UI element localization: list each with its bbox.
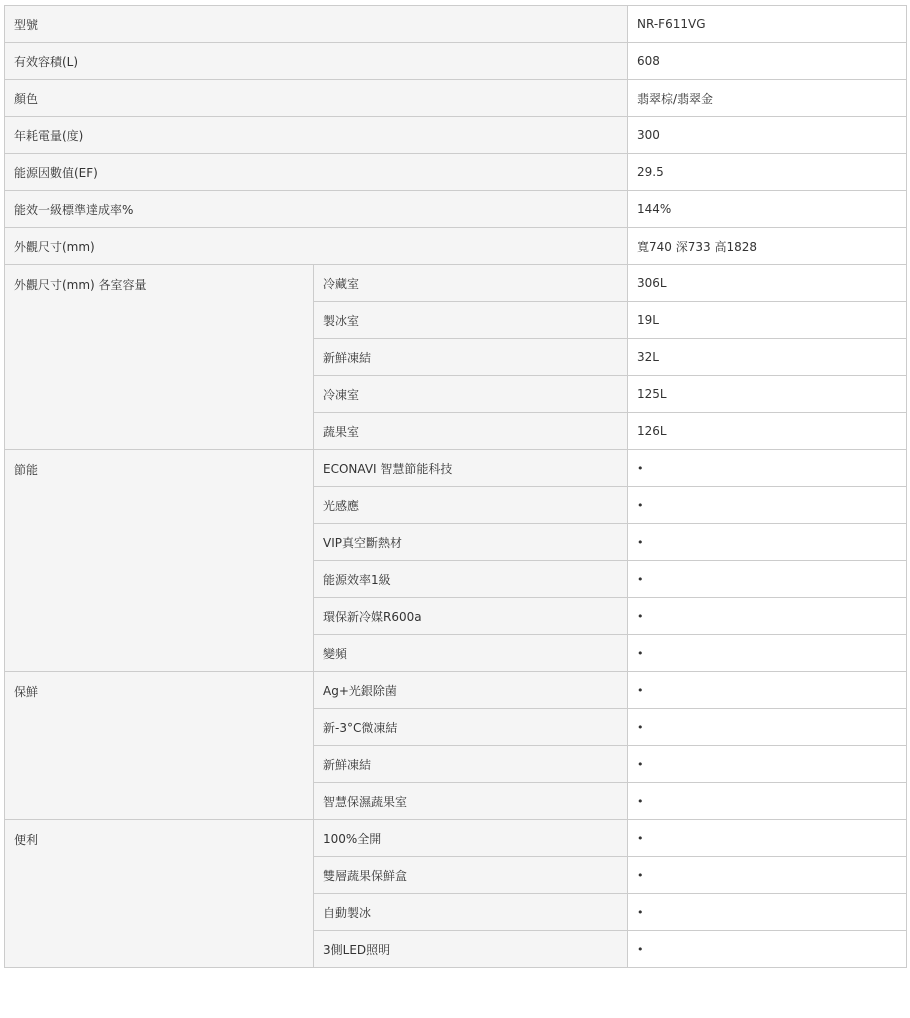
feature-dot: • [628, 672, 907, 709]
group-item-name: 自動製冰 [314, 894, 628, 931]
spec-row [5, 191, 907, 228]
spec-row [5, 6, 907, 43]
feature-dot: • [628, 561, 907, 598]
spec-label: 能效一級標準達成率% [5, 191, 628, 228]
group-item-row [5, 672, 907, 709]
group-item-row [5, 450, 907, 487]
group-item-name: 新鮮凍結 [314, 339, 628, 376]
spec-row [5, 43, 907, 80]
group-item-name: 100%全開 [314, 820, 628, 857]
spec-value: NR-F611VG [628, 6, 907, 43]
spec-table [4, 5, 907, 968]
group-item-name: Ag+光銀除菌 [314, 672, 628, 709]
spec-value: 300 [628, 117, 907, 154]
group-item-name: 製冰室 [314, 302, 628, 339]
group-item-name: 新-3°C微凍結 [314, 709, 628, 746]
spec-value: 608 [628, 43, 907, 80]
group-item-name: 蔬果室 [314, 413, 628, 450]
group-label: 便利 [5, 820, 314, 968]
group-item-name: 變頻 [314, 635, 628, 672]
spec-row [5, 154, 907, 191]
feature-dot: • [628, 746, 907, 783]
spec-value: 29.5 [628, 154, 907, 191]
feature-dot: • [628, 598, 907, 635]
feature-dot: • [628, 450, 907, 487]
spec-label: 有效容積(L) [5, 43, 628, 80]
group-item-name: 雙層蔬果保鮮盒 [314, 857, 628, 894]
spec-row [5, 228, 907, 265]
feature-dot: • [628, 894, 907, 931]
spec-label: 型號 [5, 6, 628, 43]
feature-dot: • [628, 820, 907, 857]
group-item-row [5, 820, 907, 857]
feature-dot: • [628, 783, 907, 820]
spec-row [5, 80, 907, 117]
spec-table-body [5, 6, 907, 968]
group-item-name: ECONAVI 智慧節能科技 [314, 450, 628, 487]
group-item-name: 能源效率1級 [314, 561, 628, 598]
group-label: 節能 [5, 450, 314, 672]
group-item-value: 126L [628, 413, 907, 450]
feature-dot: • [628, 709, 907, 746]
group-item-value: 19L [628, 302, 907, 339]
spec-label: 顏色 [5, 80, 628, 117]
group-item-name: 光感應 [314, 487, 628, 524]
spec-row [5, 117, 907, 154]
group-item-name: 新鮮凍結 [314, 746, 628, 783]
feature-dot: • [628, 857, 907, 894]
spec-value: 144% [628, 191, 907, 228]
spec-label: 年耗電量(度) [5, 117, 628, 154]
feature-dot: • [628, 931, 907, 968]
feature-dot: • [628, 524, 907, 561]
group-item-row [5, 265, 907, 302]
group-item-name: 智慧保濕蔬果室 [314, 783, 628, 820]
spec-label: 能源因數值(EF) [5, 154, 628, 191]
feature-dot: • [628, 487, 907, 524]
group-item-name: 冷凍室 [314, 376, 628, 413]
group-label: 外觀尺寸(mm) 各室容量 [5, 265, 314, 450]
group-item-name: 環保新冷媒R600a [314, 598, 628, 635]
group-item-name: 3側LED照明 [314, 931, 628, 968]
spec-value: 翡翠棕/翡翠金 [628, 80, 907, 117]
group-item-name: 冷藏室 [314, 265, 628, 302]
spec-value: 寬740 深733 高1828 [628, 228, 907, 265]
group-item-value: 32L [628, 339, 907, 376]
group-label: 保鮮 [5, 672, 314, 820]
group-item-value: 306L [628, 265, 907, 302]
spec-label: 外觀尺寸(mm) [5, 228, 628, 265]
feature-dot: • [628, 635, 907, 672]
group-item-name: VIP真空斷熱材 [314, 524, 628, 561]
group-item-value: 125L [628, 376, 907, 413]
